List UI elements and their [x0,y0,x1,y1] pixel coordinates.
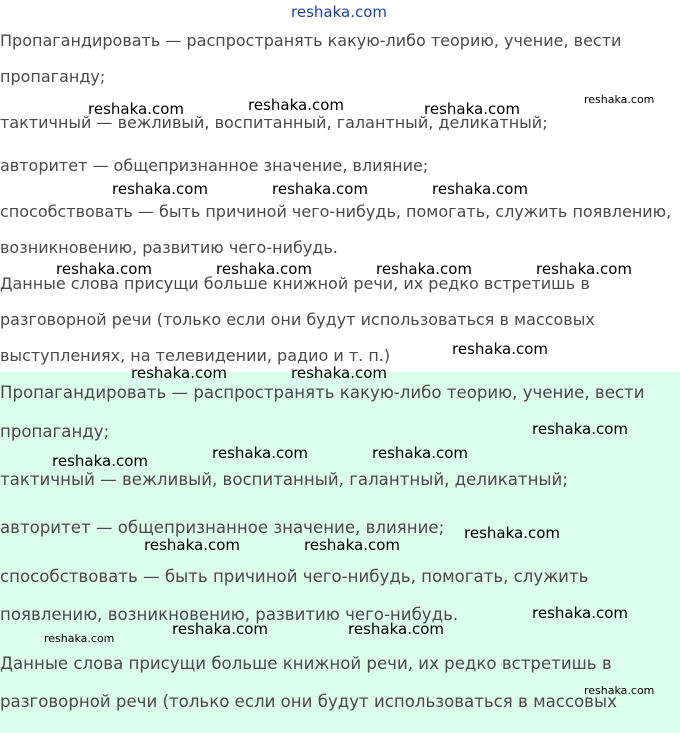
text-line: выступлениях, на телевидении, радио и т. п.) [0,346,391,365]
watermark: reshaka.com [536,260,632,278]
watermark: reshaka.com [291,3,387,21]
text-line: авторитет — общепризнанное значение, влияние; [0,518,445,537]
text-line: разговорной речи (только если они будут использоваться в массовых [0,310,595,329]
text-line: Пропагандировать — распространять какую-либо теорию, учение, вести [0,31,622,50]
text-line: разговорной речи (только если они будут использоваться в массовых [0,692,617,711]
text-line: возникновению, развитию чего-нибудь. [0,238,338,257]
watermark: reshaka.com [584,684,655,697]
watermark: reshaka.com [376,260,472,278]
watermark: reshaka.com [248,96,344,114]
watermark: reshaka.com [56,260,152,278]
watermark: reshaka.com [144,536,240,554]
text-line: авторитет — общепризнанное значение, влияние; [0,156,429,175]
text-line: Пропагандировать — распространять какую-либо теорию, учение, вести [0,383,645,402]
watermark: reshaka.com [348,620,444,638]
watermark: reshaka.com [88,100,184,118]
watermark: reshaka.com [532,420,628,438]
text-line: способствовать — быть причиной чего-нибудь, помогать, служить появлению, [0,202,672,221]
watermark: reshaka.com [291,364,387,382]
watermark: reshaka.com [372,444,468,462]
text-line: пропаганду; [0,67,106,86]
text-line: тактичный — вежливый, воспитанный, галантный, деликатный; [0,470,568,489]
text-line: Данные слова присущи больше книжной речи, их редко встретишь в [0,274,590,293]
text-line: появлению, возникновению, развитию чего-нибудь. [0,605,459,624]
watermark: reshaka.com [131,364,227,382]
watermark: reshaka.com [532,604,628,622]
watermark: reshaka.com [464,524,560,542]
watermark: reshaka.com [272,180,368,198]
watermark: reshaka.com [172,620,268,638]
watermark: reshaka.com [44,632,115,645]
watermark: reshaka.com [432,180,528,198]
watermark: reshaka.com [304,536,400,554]
text-line: пропаганду; [0,422,110,441]
text-line: тактичный — вежливый, воспитанный, галантный, деликатный; [0,113,548,132]
text-line: способствовать — быть причиной чего-нибудь, помогать, служить [0,567,589,586]
watermark: reshaka.com [216,260,312,278]
watermark: reshaka.com [584,93,655,106]
text-line: Данные слова присущи больше книжной речи, их редко встретишь в [0,654,612,673]
watermark: reshaka.com [52,452,148,470]
watermark: reshaka.com [452,340,548,358]
watermark: reshaka.com [212,444,308,462]
watermark: reshaka.com [112,180,208,198]
watermark: reshaka.com [424,100,520,118]
